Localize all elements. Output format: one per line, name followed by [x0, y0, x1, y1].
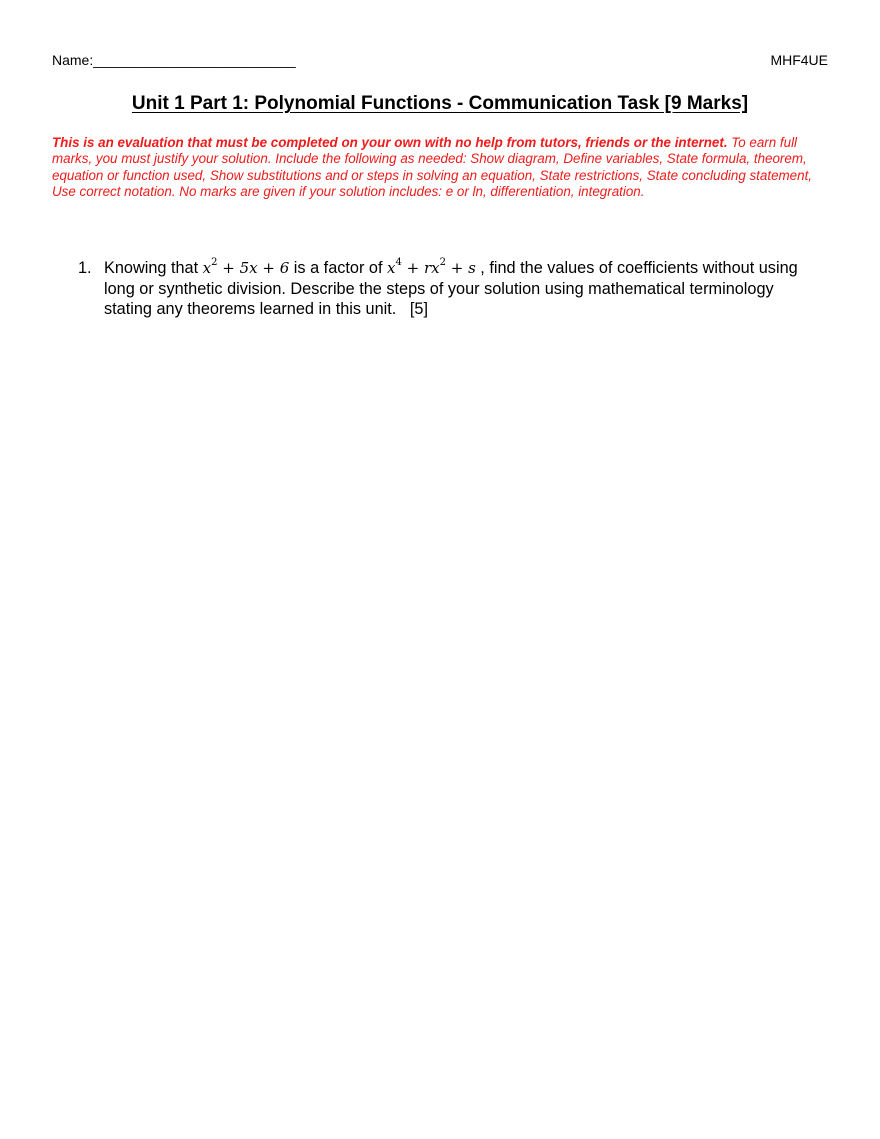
course-code: MHF4UE [770, 52, 828, 68]
polynomial-exponent-1: 4 [395, 257, 402, 268]
polynomial-term-2: + rx [401, 259, 440, 277]
evaluation-instructions [52, 135, 812, 201]
instructions-italic-details: To earn full marks, you must justify your solution. Include the following as needed: Show diagram, Define variables, State formula, theorem, equation or function used, Show substitutions and or steps in solving an equation, State restrictions, State concluding statement, Use correct notation. No marks are given if your solution includes: e or ln, differentiation, integration. [52, 135, 813, 200]
polynomial-expression [387, 259, 476, 277]
factor-exponent: 2 [211, 257, 218, 268]
name-field-line [52, 52, 296, 69]
polynomial-base: x [387, 259, 396, 277]
question-text-middle: is a factor of [289, 259, 388, 277]
question-1 [78, 258, 818, 320]
question-number: 1. [78, 259, 92, 277]
question-marks: [5] [409, 300, 429, 318]
question-text-before: Knowing that [104, 259, 203, 277]
factor-expression [203, 259, 290, 277]
polynomial-rest: + s [445, 259, 476, 277]
question-text-after: , find the values of coefficients without using long or synthetic division. Describe the steps of your solution using mathematical terminology stating any theorems learned in this unit. [104, 259, 798, 318]
factor-rest: + 5x + 6 [217, 259, 290, 277]
name-blank: __________________________ [93, 52, 296, 68]
polynomial-exponent-2: 2 [439, 257, 446, 268]
page-title: Unit 1 Part 1: Polynomial Functions - Communication Task [9 Marks] [131, 93, 749, 114]
factor-base: x [202, 259, 212, 277]
instructions-bold-warning: This is an evaluation that must be completed on your own with no help from tutors, friends or the internet. [52, 135, 728, 150]
question-body [104, 258, 818, 320]
name-label: Name: [52, 52, 94, 68]
